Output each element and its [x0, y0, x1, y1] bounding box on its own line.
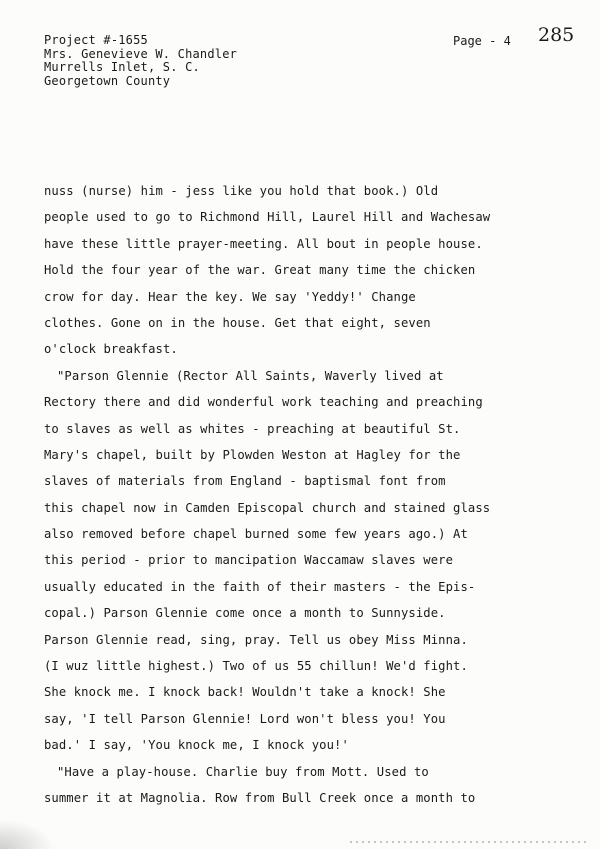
text-line: "Parson Glennie (Rector All Saints, Waverly lived at	[57, 368, 444, 383]
text-line: (I wuz little highest.) Two of us 55 chillun! We'd fight.	[44, 659, 468, 674]
text-line: bad.' I say, 'You knock me, I knock you!'	[44, 738, 349, 753]
text-line: Rectory there and did wonderful work teaching and preaching	[44, 395, 483, 410]
text-line: to slaves as well as whites - preaching at beautiful St.	[44, 421, 461, 436]
text-line: Parson Glennie read, sing, pray. Tell us obey Miss Minna.	[44, 632, 468, 647]
text-line: have these little prayer-meeting. All bout in people house.	[44, 236, 483, 251]
text-line: o'clock breakfast.	[44, 342, 178, 357]
page-number: 285	[538, 24, 575, 46]
text-line: usually educated in the faith of their masters - the Epis-	[44, 579, 476, 594]
text-line: slaves of materials from England - baptismal font from	[44, 474, 446, 489]
text-line: clothes. Gone on in the house. Get that eight, seven	[44, 315, 431, 330]
transcript-body	[44, 178, 564, 811]
text-line: She knock me. I knock back! Wouldn't take a knock! She	[44, 685, 446, 700]
text-line: this chapel now in Camden Episcopal church and stained glass	[44, 500, 491, 515]
text-line: also removed before chapel burned some few years ago.) At	[44, 527, 468, 542]
page-label: Page - 4	[453, 34, 511, 48]
text-line: Hold the four year of the war. Great many time the chicken	[44, 263, 476, 278]
writer-name: Mrs. Genevieve W. Chandler	[44, 46, 238, 61]
text-line: copal.) Parson Glennie come once a month to Sunnyside.	[44, 606, 446, 621]
county: Georgetown County	[44, 73, 171, 88]
text-line: people used to go to Richmond Hill, Laurel Hill and Wachesaw	[44, 210, 491, 225]
header-block	[44, 34, 237, 88]
text-line: this period - prior to mancipation Waccamaw slaves were	[44, 553, 454, 568]
text-line: "Have a play-house. Charlie buy from Mott. Used to	[57, 764, 429, 779]
text-line: nuss (nurse) him - jess like you hold that book.) Old	[44, 184, 439, 198]
text-line: summer it at Magnolia. Row from Bull Creek once a month to	[44, 790, 476, 805]
text-line: Mary's chapel, built by Plowden Weston at Hagley for the	[44, 447, 461, 462]
scan-noise	[350, 841, 590, 843]
location: Murrells Inlet, S. C.	[44, 60, 200, 74]
text-line: say, 'I tell Parson Glennie! Lord won't bless you! You	[44, 711, 446, 726]
scan-smudge	[0, 819, 55, 849]
text-line: crow for day. Hear the key. We say 'Yeddy!' Change	[44, 289, 416, 304]
project-number: Project #-1655	[44, 33, 148, 47]
